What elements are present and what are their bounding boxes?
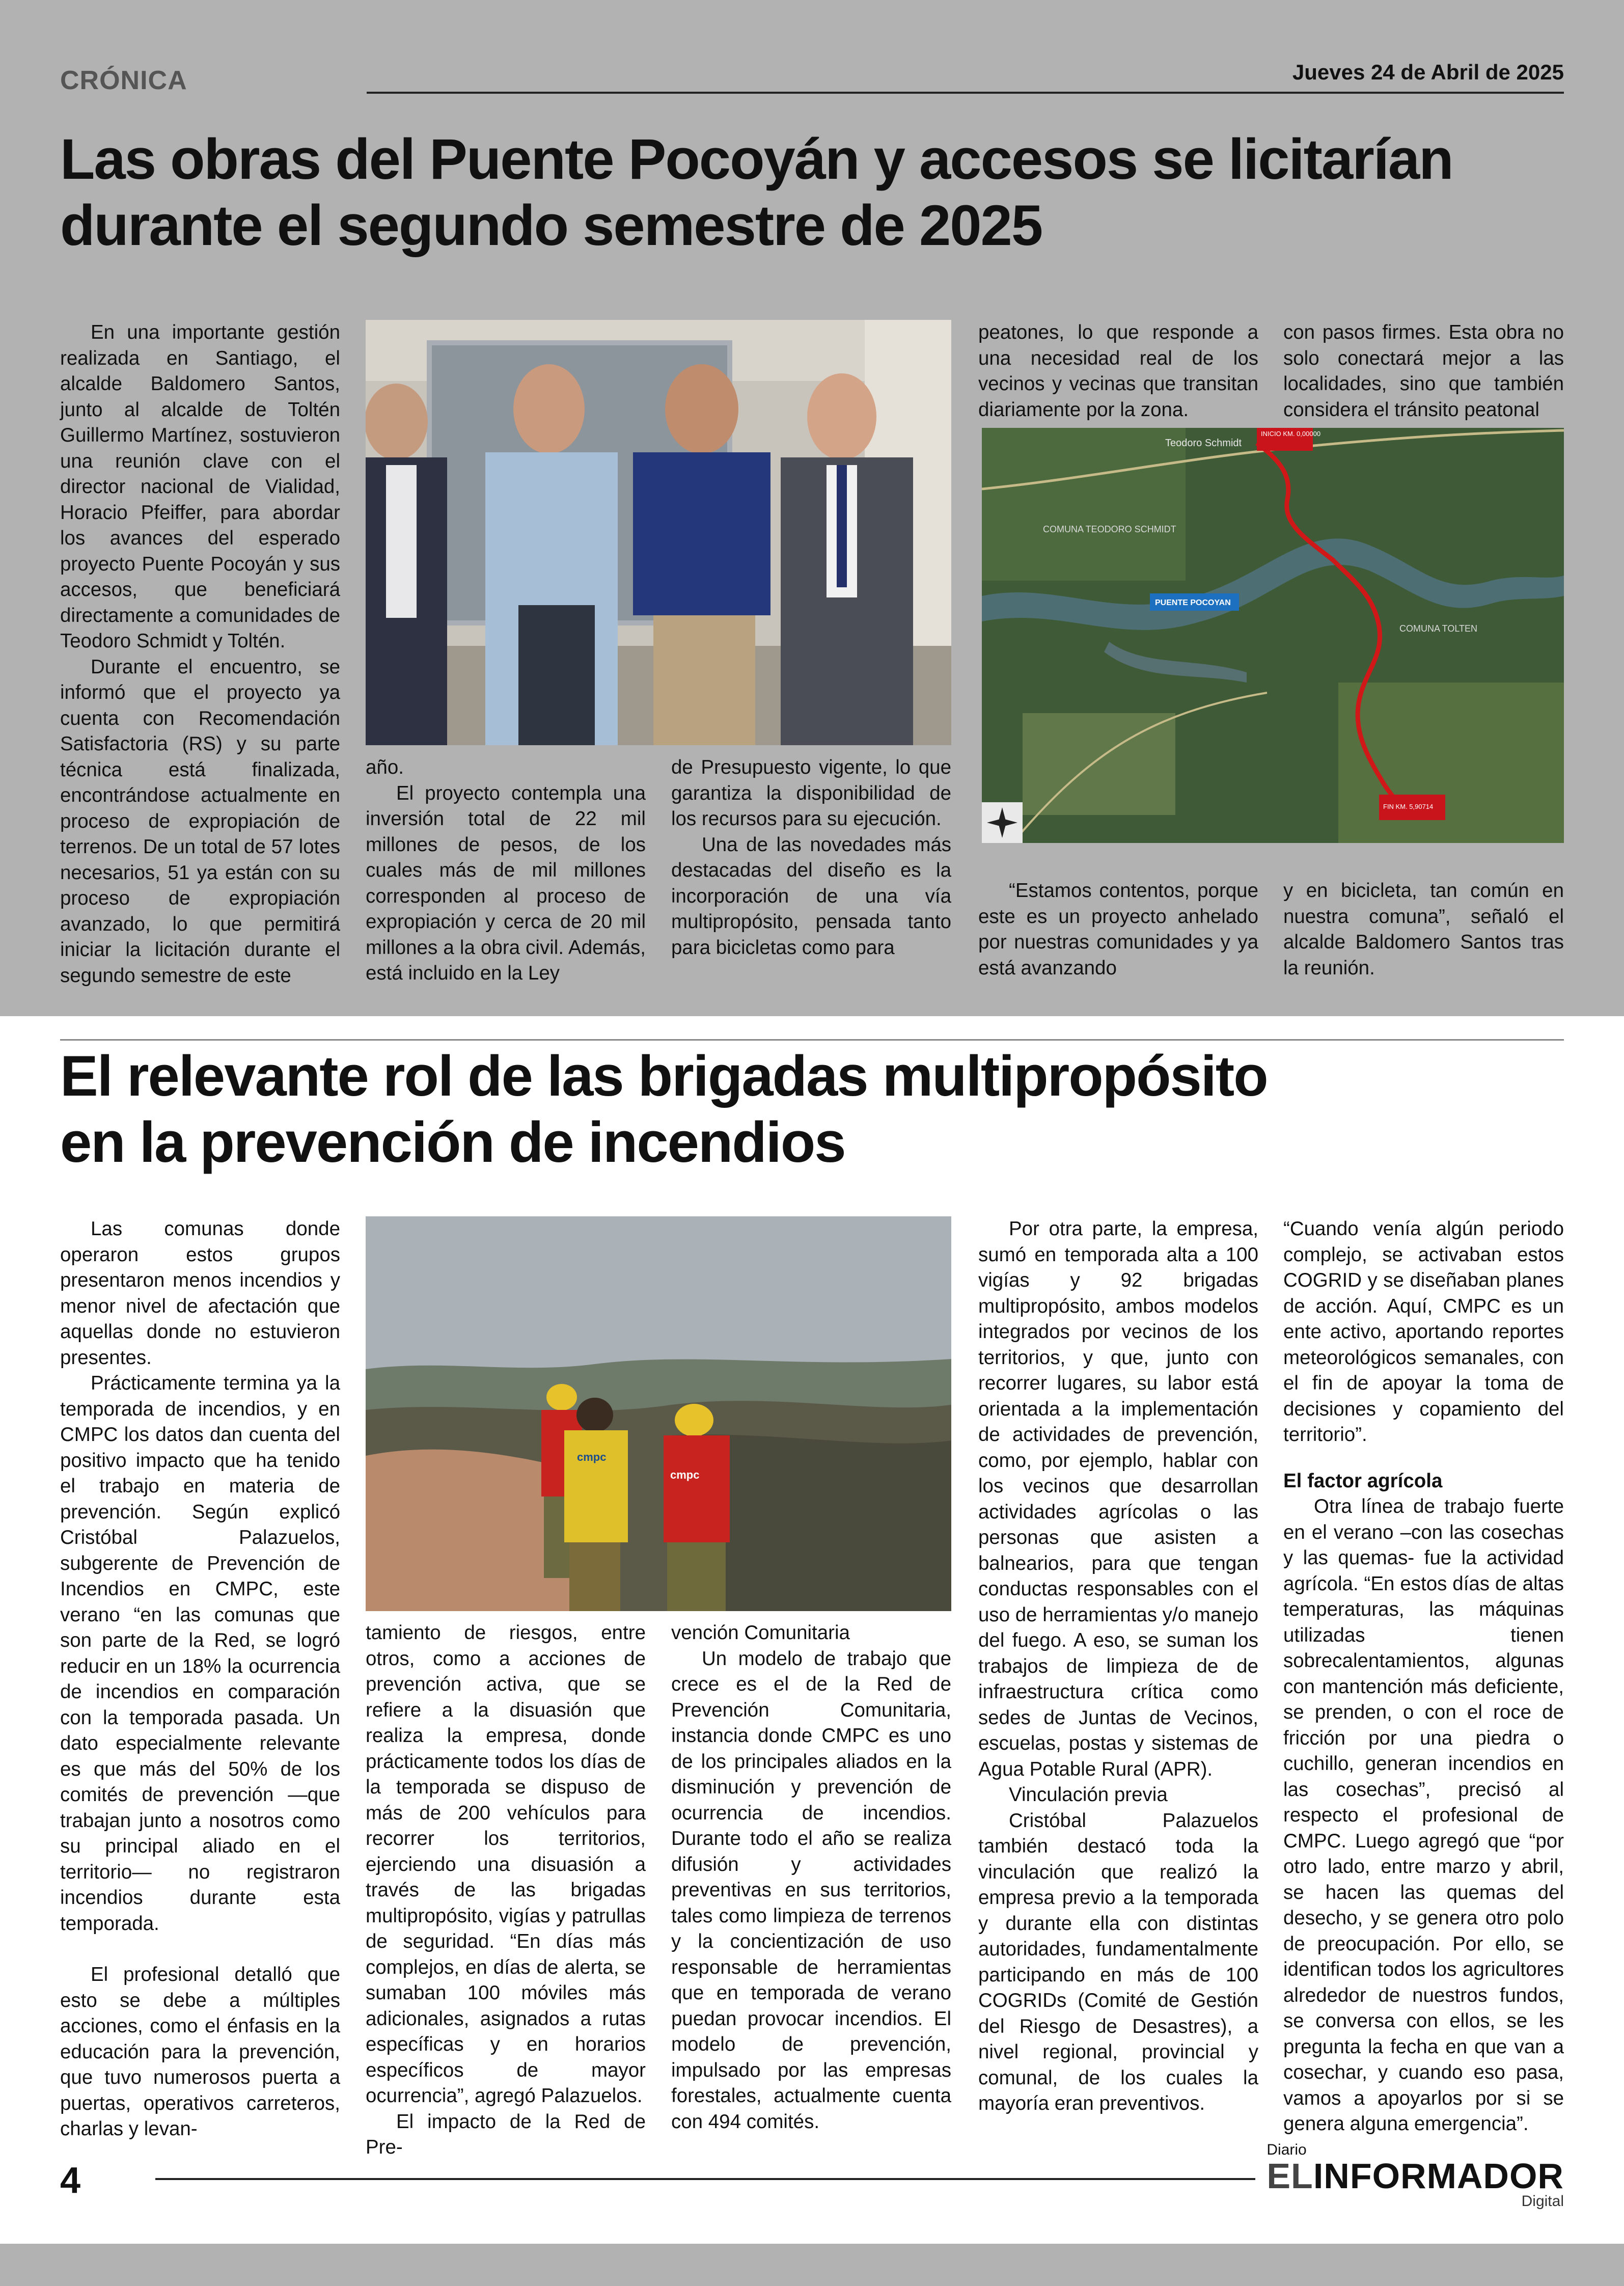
- header-rule: [367, 92, 1564, 94]
- article2-paragraph: El impacto de la Red de Pre-: [366, 2110, 646, 2158]
- brand-el: EL: [1267, 2156, 1313, 2196]
- vest-label: cmpc: [670, 1468, 700, 1481]
- article2-paragraph: El profesional detalló que esto se debe a múltiples acciones, como el énfasis en la educación para la prevención, que tuvo numerosos puerta a puertas, operativos carreteros, charlas y levan-: [60, 1964, 340, 2140]
- article1-paragraph: “Estamos contentos, porque este es un proyecto anhelado por nuestras comunidades y ya está avanzando: [978, 880, 1258, 979]
- article1-paragraph: con pasos firmes. Esta obra no solo conectará mejor a las localidades, sino que también considera el tránsito peatonal: [1283, 321, 1564, 421]
- article2-paragraph: Otra línea de trabajo fuerte en el verano –con las cosechas y las quemas- fue la actividad agrícola. “En estos días de altas temperaturas, las máquinas utilizadas tienen sobrecalentamientos, algunas con mantención más deficiente, se prenden, o con el roce de fricción por una piedra o cuchillo, generan incendios en las cosechas”, precisó al respecto el profesional de CMPC. Luego agregó que “por otro lado, entre marzo y abril, se hacen las quemas del desecho, y se genera otro polo de preocupación. Por ello, se identifican todos los agricultores alrededor de nuestros fundos, se conversa con ellos, se les pregunta la fecha en que van a cosechar, y cuando eso pasa, vamos a apoyarlos por si se genera alguna emergencia”.: [1283, 1495, 1564, 2135]
- article1-column-3: [671, 755, 951, 961]
- article2-headline-line2: en la prevención de incendios: [60, 1110, 845, 1174]
- map-marker-start: INICIO KM. 0,00000: [1261, 430, 1321, 438]
- article1-column-2: [366, 755, 646, 987]
- article1-column-4-top: [978, 320, 1258, 423]
- vest-label: cmpc: [577, 1451, 607, 1463]
- article2-headline: [60, 1043, 1268, 1176]
- article1-headline-line2: durante el segundo semestre de 2025: [60, 194, 1042, 257]
- article2-heading-factor-agricola: El factor agrícola: [1283, 1469, 1443, 1492]
- article1-column-5-top: [1283, 320, 1564, 423]
- article2-paragraph: Cristóbal Palazuelos también destacó toda la vinculación que realizó la empresa previo a la temporada y durante ella con distintas autoridades, fundamentalmente participando en más de 100 COGRIDs (Comité de Gestión del Riesgo de Desastres), a nivel regional, provincial y comunal, de los cuales la mayoría eran preventivos.: [978, 1809, 1258, 2114]
- issue-date: Jueves 24 de Abril de 2025: [1292, 60, 1564, 84]
- article2-subheading: Vinculación previa: [1009, 1784, 1168, 1806]
- meeting-photo-illustration: [366, 320, 951, 745]
- bottom-band: [0, 2244, 1624, 2286]
- route-map: [982, 428, 1564, 843]
- article1-column-4-bottom: [978, 878, 1258, 981]
- article1-paragraph: Durante el encuentro, se informó que el proyecto ya cuenta con Recomendación Satisfactoria (RS) y su parte técnica está finalizada, encontrándose actualmente en proceso de expropiación de terrenos. De un total de 57 lotes necesarios, 51 ya están con su proceso de expropiación avanzado, lo que permitirá iniciar la licitación durante el segundo semestre de este: [60, 656, 340, 987]
- article1-paragraph: de Presupuesto vigente, lo que garantiza la disponibilidad de los recursos para su ejecución.: [671, 756, 951, 830]
- article1-paragraph: El proyecto contempla una inversión total de 22 mil millones de pesos, de los cuales más de mil millones corresponden al proceso de expropiación y cerca de 20 mil millones a la obra civil. Además, está incluido en la Ley: [366, 782, 646, 984]
- article2-subheading: vención Comunitaria: [671, 1622, 850, 1644]
- brand-name: [1267, 2158, 1564, 2194]
- article1-headline: [60, 126, 1453, 259]
- article1-paragraph: peatones, lo que responde a una necesidad real de los vecinos y vecinas que transitan diariamente por la zona.: [978, 321, 1258, 421]
- article2-paragraph: Las comunas donde operaron estos grupos presentaron menos incendios y menor nivel de afectación que aquellas donde no estuvieron presentes.: [60, 1218, 340, 1369]
- route-map-illustration: [982, 428, 1564, 843]
- brand-digital-text: Digital: [1521, 2193, 1564, 2210]
- brigade-photo-illustration: [366, 1216, 951, 1611]
- article2-paragraph: “Cuando venía algún periodo complejo, se activaban estos COGRID y se diseñaban planes de acción. Aquí, CMPC es un ente activo, aportando reportes meteorológicos semanales, con el fin de apoyar la toma de decisiones y copamiento del territorio”.: [1283, 1218, 1564, 1446]
- article2-column-5: [1283, 1216, 1564, 2137]
- article2-column-3: [671, 1620, 951, 2135]
- brand-informador: INFORMADOR: [1313, 2156, 1564, 2196]
- brand-logo: [1267, 2142, 1564, 2209]
- map-marker-end: FIN KM. 5,90714: [1383, 803, 1434, 810]
- footer-rule: [155, 2178, 1255, 2180]
- article2-headline-line1: El relevante rol de las brigadas multipropósito: [60, 1044, 1268, 1108]
- brigade-photo: [366, 1216, 951, 1611]
- section-label: CRÓNICA: [60, 66, 187, 95]
- article1-paragraph: año.: [366, 756, 404, 778]
- map-bridge-label: PUENTE POCOYAN: [1155, 598, 1231, 607]
- article2-paragraph: tamiento de riesgos, entre otros, como a acciones de prevención activa, que se refiere a la disuasión que realiza la empresa, donde prácticamente todos los días de la temporada se dispuso de más de 200 vehículos para recorrer los territorios, ejerciendo una disuasión a través de las brigadas multipropósito, vigías y patrullas de seguridad. “En días más complejos, en días de alerta, se sumaban 100 móviles más adicionales, asignados a rutas específicas y en horarios específicos de mayor ocurrencia”, agregó Palazuelos.: [366, 1622, 646, 2107]
- page-number: 4: [60, 2160, 81, 2201]
- map-town-label: Teodoro Schmidt: [1165, 438, 1242, 449]
- article2-column-2: [366, 1620, 646, 2161]
- article2-column-4: [978, 1216, 1258, 2117]
- article1-paragraph: y en bicicleta, tan común en nuestra comuna”, señaló el alcalde Baldomero Santos tras la reunión.: [1283, 880, 1564, 979]
- article2-column-1: [60, 1216, 340, 2142]
- article1-paragraph: Una de las novedades más destacadas del diseño es la incorporación de una vía multipropósito, pensada tanto para bicicletas como para: [671, 833, 951, 959]
- article1-headline-line1: Las obras del Puente Pocoyán y accesos se licitarían: [60, 127, 1453, 191]
- article1-column-5-bottom: [1283, 878, 1564, 981]
- map-comuna-left: COMUNA TEODORO SCHMIDT: [1043, 524, 1176, 534]
- article2-paragraph: Un modelo de trabajo que crece es el de la Red de Prevención Comunitaria, instancia donde CMPC es uno de los principales aliados en la disminución y prevención de ocurrencia de incendios. Durante todo el año se realiza difusión y actividades preventivas en sus territorios, tales como limpieza de terrenos y la concientización de uso responsable de herramientas que en temporada de verano puedan provocar incendios. El modelo de prevención, impulsado por las empresas forestales, actualmente cuenta con 494 comités.: [671, 1647, 951, 2133]
- article1-column-1: [60, 320, 340, 989]
- article2-paragraph: Por otra parte, la empresa, sumó en temporada alta a 100 vigías y 92 brigadas multipropósito, ambos modelos integrados por vecinos de los territorios, y que, junto con recorrer lugares, su labor está orientada a la implementación de actividades de prevención, como, por ejemplo, hablar con los vecinos que desarrollan actividades agrícolas o las personas que asisten a balnearios, para que tengan conductas responsables con el uso de herramientas y/o manejo del fuego. A eso, se suman los trabajos de limpieza de de infraestructura crítica como sedes de Juntas de Vecinos, escuelas, postas y sistemas de Agua Potable Rural (APR).: [978, 1218, 1258, 1780]
- brand-small-text: Diario: [1267, 2141, 1307, 2158]
- article2-top-rule: [60, 1039, 1564, 1041]
- article2-paragraph: Prácticamente termina ya la temporada de incendios, y en CMPC los datos dan cuenta del positivo impacto que ha tenido el trabajo en materia de prevención. Según explicó Cristóbal Palazuelos, subgerente de Prevención de Incendios en CMPC, este verano “en las comunas que son parte de la Red, se logró reducir en un 18% la ocurrencia de incendios en comparación con la temporada pasada. Un dato especialmente relevante es que más del 50% de los comités de prevención —que trabajan junto a nosotros como su principal aliado en el territorio— no registraron incendios durante esta temporada.: [60, 1372, 340, 1935]
- meeting-photo: [366, 320, 951, 745]
- article1-paragraph: En una importante gestión realizada en Santiago, el alcalde Baldomero Santos, junto al alcalde de Toltén Guillermo Martínez, sostuvieron una reunión clave con el director nacional de Vialidad, Horacio Pfeiffer, para abordar los avances del esperado proyecto Puente Pocoyán y sus accesos, que beneficiará directamente a comunidades de Teodoro Schmidt y Toltén.: [60, 321, 340, 652]
- map-comuna-right: COMUNA TOLTEN: [1399, 623, 1478, 634]
